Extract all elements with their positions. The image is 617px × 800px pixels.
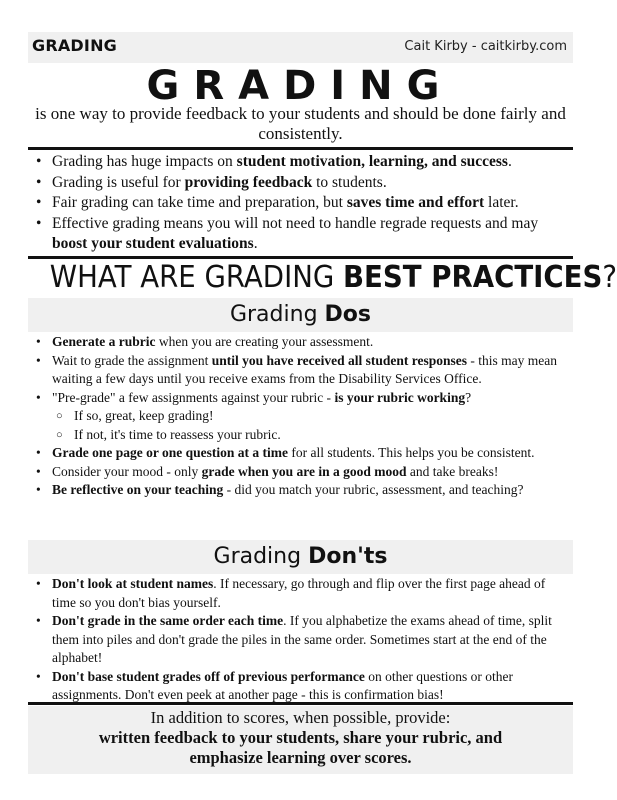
list-item: • Fair grading can take time and preparation, but saves time and effort later. xyxy=(34,193,564,214)
page-title: GRADING xyxy=(146,63,454,109)
footer-line-1: In addition to scores, when possible, provide: xyxy=(150,708,451,727)
dos-list xyxy=(34,333,569,500)
list-item: • Grading is useful for providing feedback to students. xyxy=(34,173,564,194)
footer-callout xyxy=(28,706,573,774)
intro-list xyxy=(34,152,564,255)
list-item: • Be reflective on your teaching - did you match your rubric, assessment, and teaching? xyxy=(34,481,569,500)
header-author: Cait Kirby - caitkirby.com xyxy=(404,39,567,54)
list-item: • Consider your mood - only grade when you are in a good mood and take breaks! xyxy=(34,463,569,482)
donts-list xyxy=(34,575,569,705)
dos-heading: Grading Dos xyxy=(28,298,573,332)
section-title: WHAT ARE GRADING BEST PRACTICES? xyxy=(49,260,617,295)
list-subitem: ○ If so, great, keep grading! xyxy=(34,407,569,426)
page-subtitle: is one way to provide feedback to your students and should be done fairly and consistently. xyxy=(35,104,566,143)
list-item: • Grade one page or one question at a time for all students. This helps you be consistent. xyxy=(34,444,569,463)
divider-bottom xyxy=(28,702,573,705)
list-item: • Wait to grade the assignment until you have received all student responses - this may mean waiting a few days until you receive exams from the Disability Services Office. xyxy=(34,352,569,389)
list-item: • Don't look at student names. If necessary, go through and flip over the first page ahead of time so you don't bias yourself. xyxy=(34,575,569,612)
list-item: • Don't grade in the same order each time. If you alphabetize the exams ahead of time, split them into piles and don't grade the piles in the same order. Sometimes start at the end of the alphabet! xyxy=(34,612,569,668)
footer-line-2: written feedback to your students, share your rubric, and xyxy=(98,728,503,747)
list-item: • Don't base student grades off of previous performance on other questions or other assignments. Don't even peek at another page - this is confirmation bias! xyxy=(34,668,569,705)
list-item: • "Pre-grade" a few assignments against your rubric - is your rubric working? xyxy=(34,389,569,408)
list-item: • Generate a rubric when you are creating your assessment. xyxy=(34,333,569,352)
header-label: GRADING xyxy=(32,36,117,55)
footer-line-3: emphasize learning over scores. xyxy=(189,748,412,767)
list-item: • Grading has huge impacts on student motivation, learning, and success. xyxy=(34,152,564,173)
header-bar xyxy=(28,32,573,63)
list-subitem: ○ If not, it's time to reassess your rubric. xyxy=(34,426,569,445)
divider-top xyxy=(28,147,573,150)
donts-heading: Grading Don'ts xyxy=(28,540,573,574)
list-item: • Effective grading means you will not need to handle regrade requests and may boost your student evaluations. xyxy=(34,214,564,255)
